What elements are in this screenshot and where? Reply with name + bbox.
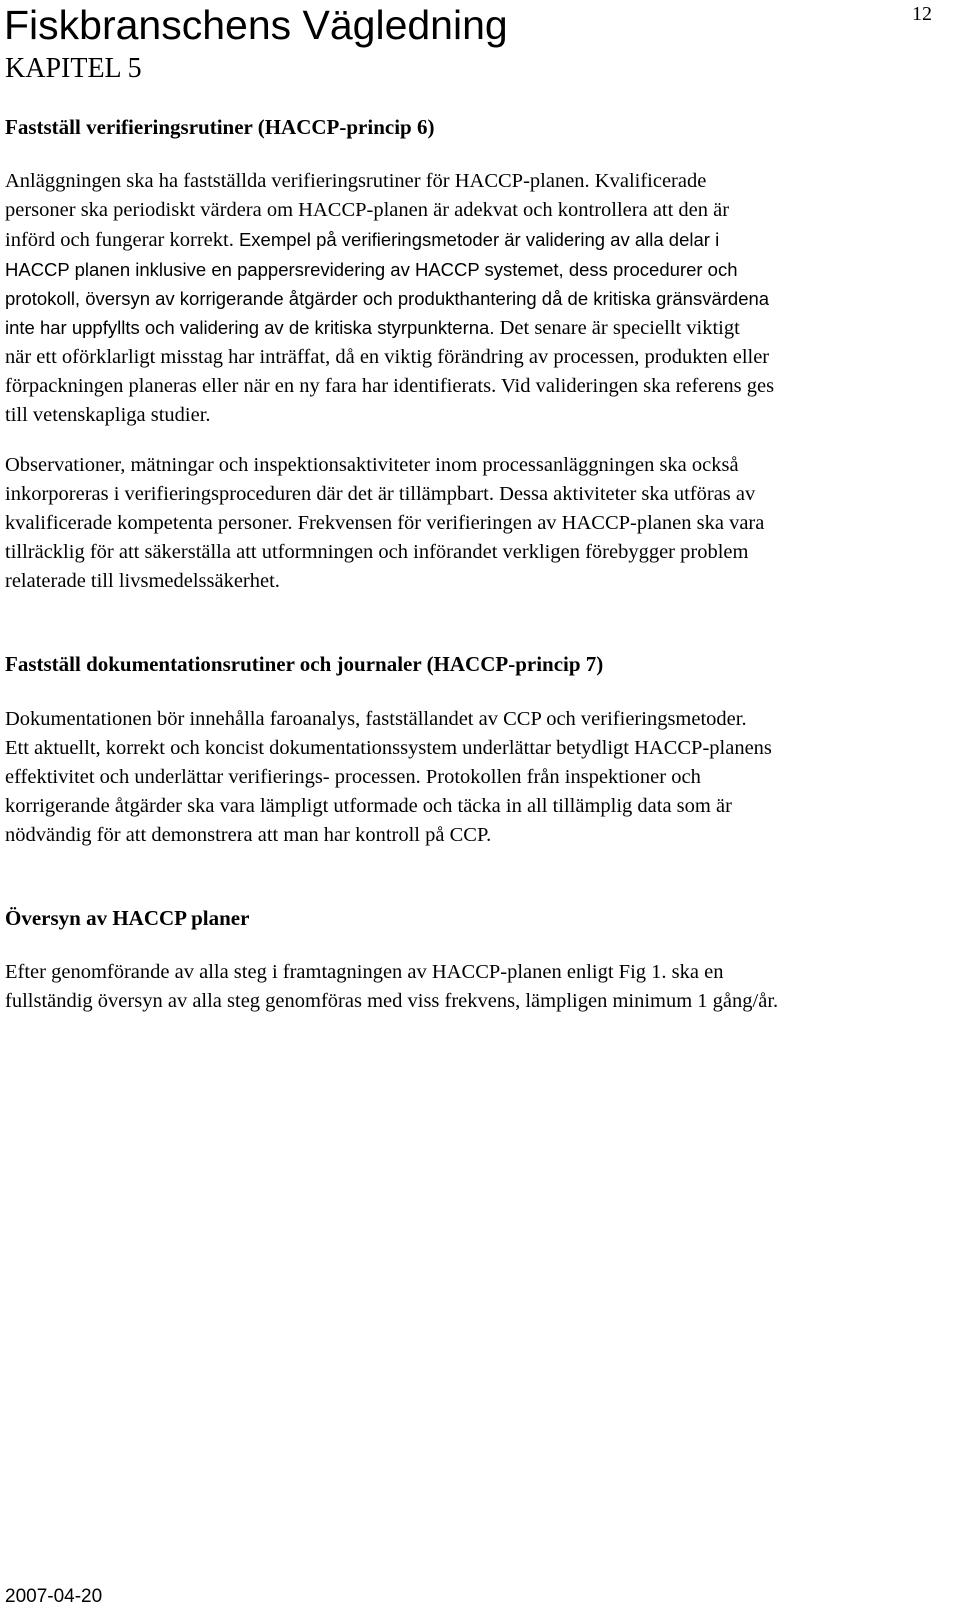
section-heading-verification: Fastställ verifieringsrutiner (HACCP-princip 6) [5,115,435,139]
text-line: kvalificerade kompetenta personer. Frekvensen för verifieringen av HACCP-planen ska vara [5,512,765,534]
text-line: nödvändig för att demonstrera att man har kontroll på CCP. [5,824,492,846]
text-segment: inte har uppfyllts och validering av de kritiska styrpunkterna. [5,317,495,338]
text-line: tillräcklig för att säkerställa att utformningen och införandet verkligen förebygger problem [5,541,749,563]
section-heading-review: Översyn av HACCP planer [5,906,250,930]
footer-date: 2007-04-20 [5,1586,103,1607]
text-segment: Exempel på verifieringsmetoder är validering av alla delar i [233,229,720,250]
text-line: Anläggningen ska ha fastställda verifieringsrutiner för HACCP-planen. Kvalificerade [5,170,707,192]
text-line: relaterade till livsmedelssäkerhet. [5,570,280,592]
paragraph-verification-2 [5,451,953,596]
text-line [5,313,953,343]
text-line: förpackningen planeras eller när en ny fara har identifierats. Vid valideringen ska referens ges [5,375,775,397]
paragraph-review [5,958,953,1016]
text-segment: införd och fungerar korrekt. [5,229,234,251]
chapter-label: KAPITEL 5 [5,53,142,84]
text-line: Observationer, mätningar och inspektionsaktiviteter inom processanläggningen ska också [5,454,739,476]
text-line: korrigerande åtgärder ska vara lämpligt utformade och täcka in all tillämplig data som är [5,795,732,817]
text-line: Ett aktuellt, korrekt och koncist dokumentationssystem underlättar betydligt HACCP-planens [5,737,772,759]
text-line [5,225,953,255]
text-segment: Det senare är speciellt viktigt [494,317,740,339]
text-line: när ett oförklarligt misstag har inträffat, då en viktig förändring av processen, produkten eller [5,346,770,368]
text-line: HACCP planen inklusive en pappersrevidering av HACCP systemet, dess procedurer och [5,259,738,280]
page-number: 12 [912,3,932,25]
document-title: Fiskbranschens Vägledning [4,2,508,48]
paragraph-verification-1 [5,167,953,430]
text-line: personer ska periodiskt värdera om HACCP-planen är adekvat och kontrollera att den är [5,199,730,221]
text-line: effektivitet och underlättar verifierings- processen. Protokollen från inspektioner och [5,766,701,788]
text-line: Dokumentationen bör innehålla faroanalys, fastställandet av CCP och verifieringsmetoder. [5,708,747,730]
paragraph-documentation [5,705,953,850]
section-heading-documentation: Fastställ dokumentationsrutiner och journaler (HACCP-princip 7) [5,652,604,676]
text-line: fullständig översyn av alla steg genomföras med viss frekvens, lämpligen minimum 1 gång/år. [5,990,779,1012]
text-line: Efter genomförande av alla steg i framtagningen av HACCP-planen enligt Fig 1. ska en [5,961,724,983]
text-line: till vetenskapliga studier. [5,404,211,426]
text-line: protokoll, översyn av korrigerande åtgärder och produkthantering då de kritiska gränsvärdena [5,288,770,309]
text-line: inkorporeras i verifieringsproceduren där det är tillämpbart. Dessa aktiviteter ska utföras av [5,483,756,505]
